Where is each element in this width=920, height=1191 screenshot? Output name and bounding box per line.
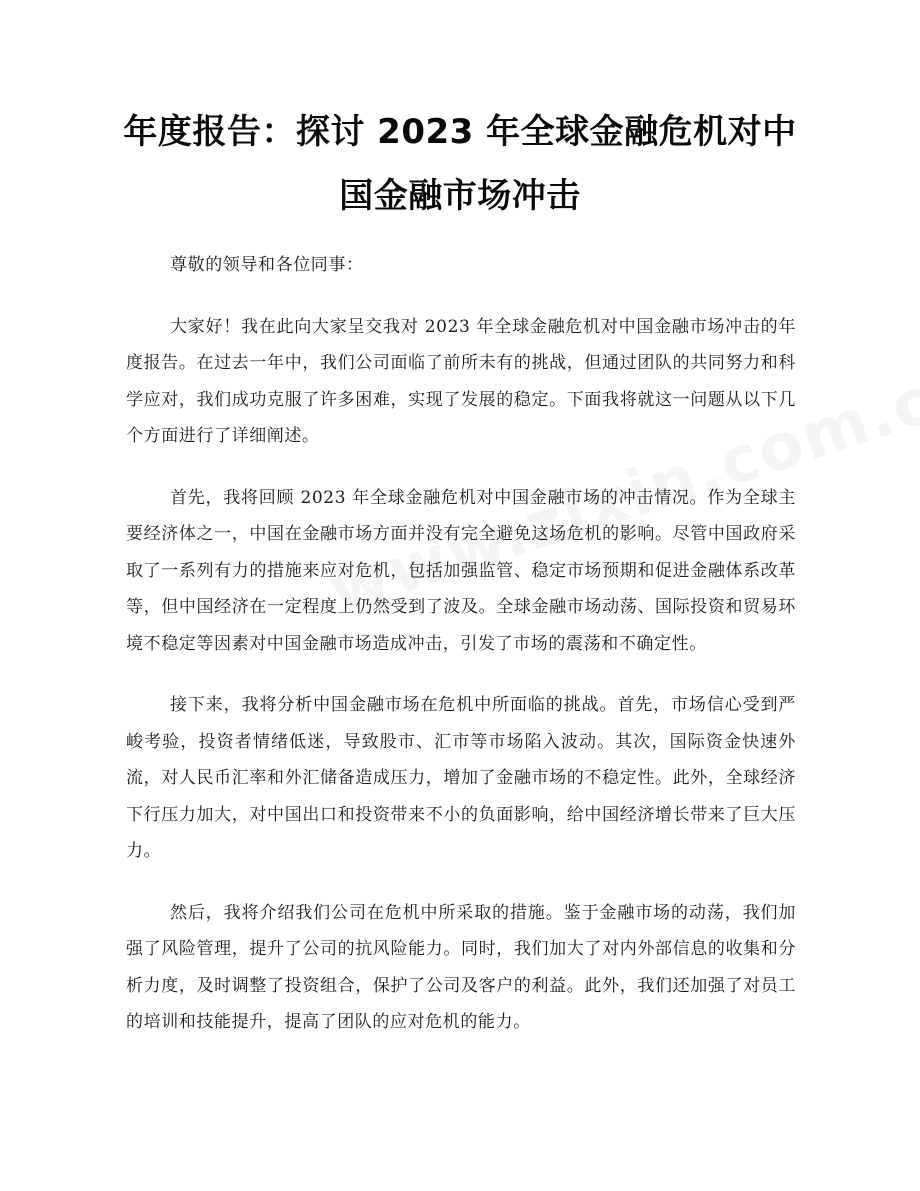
document-title: 年度报告：探讨 2023 年全球金融危机对中国金融市场冲击 <box>123 112 797 216</box>
paragraph-challenges: 接下来，我将分析中国金融市场在危机中所面临的挑战。首先，市场信心受到严峻考验，投资者情绪低迷，导致股市、汇市等市场陷入波动。其次，国际资金快速外流，对人民币汇率和外汇储备造成压力，增加了金融市场的不稳定性。此外，全球经济下行压力加大，对中国出口和投资带来不小的负面影响，给中国经济增长带来了巨大压力。 <box>126 695 796 861</box>
document-body <box>126 247 796 1066</box>
paragraph-review: 首先，我将回顾 2023 年全球金融危机对中国金融市场的冲击情况。作为全球主要经济体之一，中国在金融市场方面并没有完全避免这场危机的影响。尽管中国政府采取了一系列有力的措施来应对危机，包括加强监管、稳定市场预期和促进金融体系改革等，但中国经济在一定程度上仍然受到了波及。全球金融市场动荡、国际投资和贸易环境不稳定等因素对中国金融市场造成冲击，引发了市场的震荡和不确定性。 <box>126 487 796 654</box>
paragraph-intro: 大家好！我在此向大家呈交我对 2023 年全球金融危机对中国金融市场冲击的年度报告。在过去一年中，我们公司面临了前所未有的挑战，但通过团队的共同努力和科学应对，我们成功克服了许多困难，实现了发展的稳定。下面我将就这一问题从以下几个方面进行了详细阐述。 <box>126 316 796 446</box>
paragraph-measures: 然后，我将介绍我们公司在危机中所采取的措施。鉴于金融市场的动荡，我们加强了风险管理，提升了公司的抗风险能力。同时，我们加大了对内外部信息的收集和分析力度，及时调整了投资组合，保护了公司及客户的利益。此外，我们还加强了对员工的培训和技能提升，提高了团队的应对危机的能力。 <box>126 902 796 1032</box>
paragraph-salutation: 尊敬的领导和各位同事： <box>170 255 364 275</box>
